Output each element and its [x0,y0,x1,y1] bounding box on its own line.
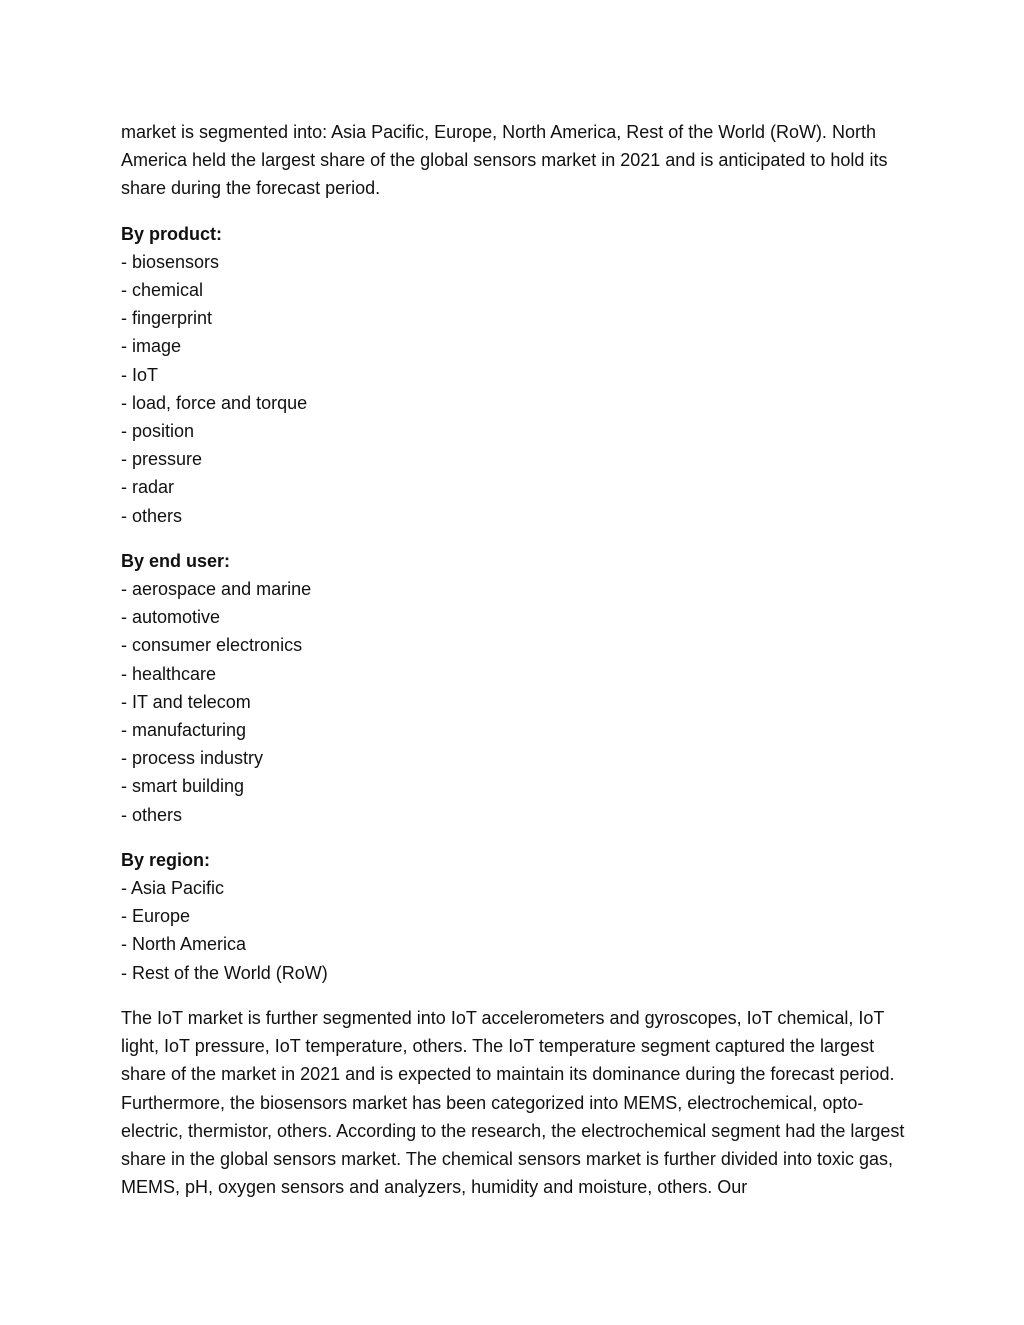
closing-paragraph: The IoT market is further segmented into IoT accelerometers and gyroscopes, IoT chemical, IoT light, IoT pressure, IoT temperature, others. The IoT temperature segment captured the largest share of the market in 2021 and is expected to maintain its dominance during the forecast period. Furthermore, the biosensors market has been categorized into MEMS, electrochemical, opto-electric, thermistor, others. According to the research, the electrochemical segment had the largest share in the global sensors market. The chemical sensors market is further divided into toxic gas, MEMS, pH, oxygen sensors and analyzers, humidity and moisture, others. Our [121,1007,905,1198]
by-product-heading: By product: [121,223,222,244]
by-end-user-heading: By end user: [121,550,231,571]
by-product-section [121,220,911,530]
list-item: - fingerprint [121,308,213,329]
by-product-list [121,248,911,530]
list-item: - biosensors [121,251,220,272]
list-item: - others [121,804,183,825]
list-item: - Europe [121,906,191,927]
list-item: - automotive [121,607,221,628]
list-item: - IT and telecom [121,691,251,712]
list-item: - others [121,505,183,526]
list-item: - manufacturing [121,720,247,741]
document-page [121,118,911,1218]
list-item: - healthcare [121,663,217,684]
list-item: - radar [121,477,175,498]
list-item: - smart building [121,776,245,797]
list-item: - North America [121,934,247,955]
list-item: - consumer electronics [121,635,303,656]
by-region-heading: By region: [121,849,211,870]
by-end-user-list [121,575,911,829]
list-item: - Rest of the World (RoW) [121,962,328,983]
list-item: - image [121,336,182,357]
list-item: - aerospace and marine [121,579,312,600]
list-item: - load, force and torque [121,392,308,413]
list-item: - Asia Pacific [121,878,225,899]
list-item: - position [121,421,195,442]
list-item: - process industry [121,748,264,769]
by-region-list [121,874,911,987]
intro-paragraph: market is segmented into: Asia Pacific, Europe, North America, Rest of the World (RoW). North America held the largest share of the global sensors market in 2021 and is anticipated to hold its share during the forecast period. [121,122,888,199]
list-item: - chemical [121,280,204,301]
list-item: - IoT [121,364,159,385]
by-region-section [121,846,911,987]
list-item: - pressure [121,449,203,470]
by-end-user-section [121,547,911,829]
